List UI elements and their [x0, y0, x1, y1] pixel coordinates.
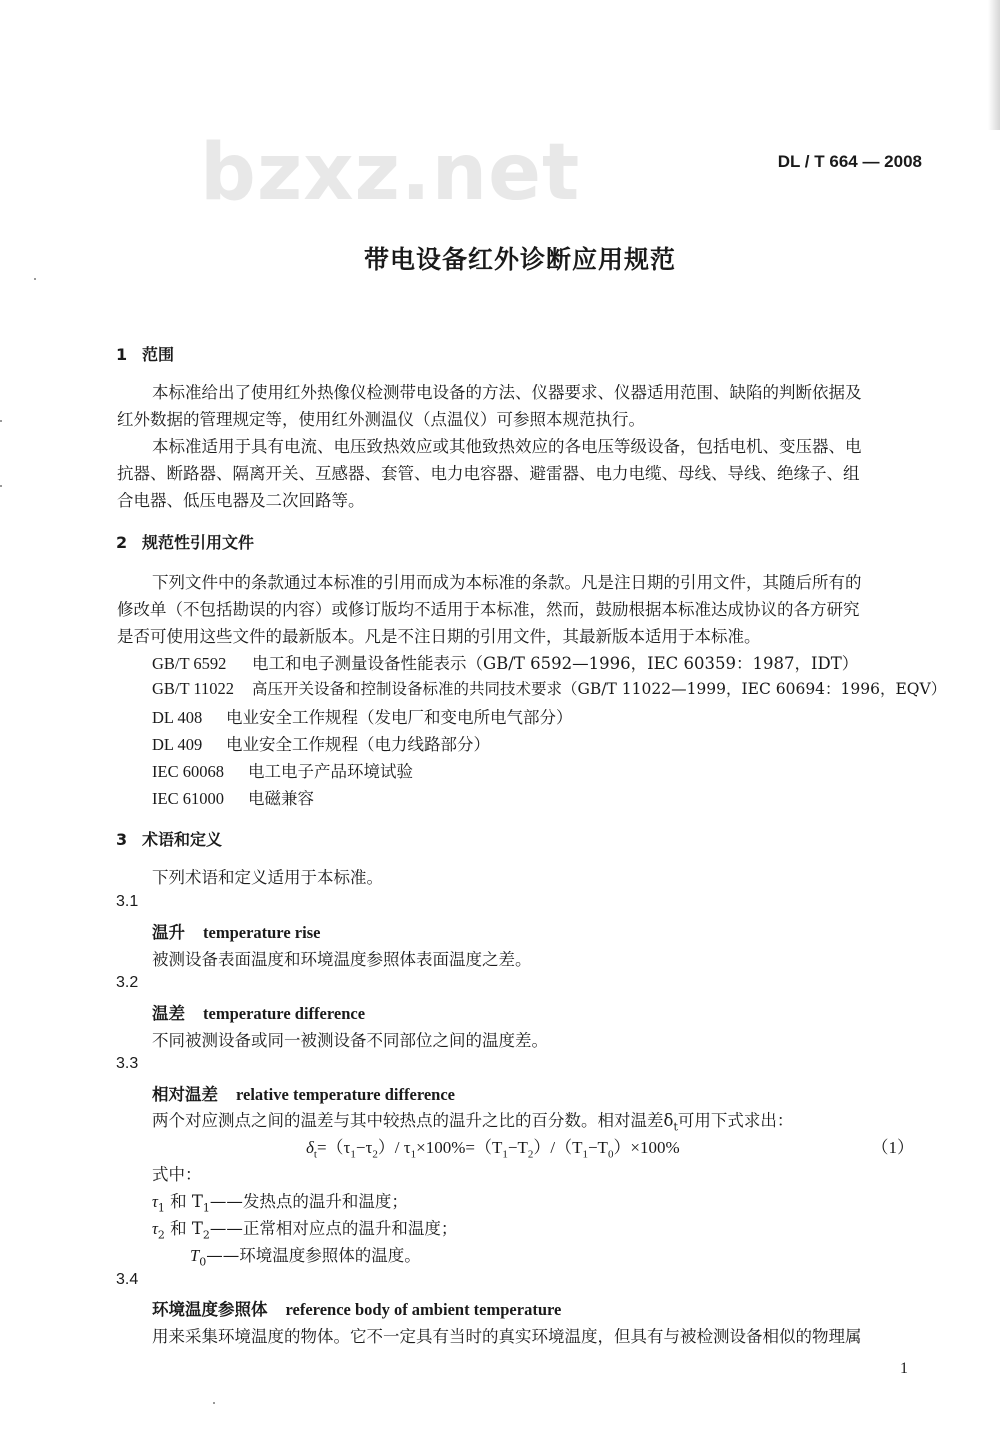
symbol-definition: $\tau_2$ 和 $T_2——$正常相对应点的温升和温度；: [152, 1219, 458, 1242]
symbol-definition: $\tau_1$ 和 $T_1——$发热点的温升和温度；: [152, 1192, 408, 1215]
term-chinese: 相对温差: [152, 1085, 218, 1104]
reference-code: GB/T 11022: [152, 679, 235, 698]
term-english: temperature rise: [203, 923, 321, 942]
paragraph-line: 修改单（不包括勘误的内容）或修订版均不适用于本标准，然而，鼓励根据本标准达成协议的各方研究: [117, 600, 860, 619]
paragraph-line: 合电器、低压电器及二次回路等。: [117, 491, 365, 510]
reference-title: 高压开关设备和控制设备标准的共同技术要求（GB/T 11022—1999，IEC 60694：1996，EQV）: [252, 680, 947, 698]
section-number: 2: [116, 533, 128, 552]
watermark: bzxz.net: [200, 128, 581, 218]
reference-code: GB/T 6592: [152, 654, 227, 673]
symbol-text: ——环境温度参照体的温度。: [206, 1246, 421, 1265]
section-title: 范围: [142, 345, 175, 364]
clause-number: 3.4: [116, 1271, 139, 1288]
subscript: t: [673, 1120, 678, 1134]
section-3-heading: [116, 827, 222, 850]
symbol-connector: 和 T: [170, 1192, 203, 1211]
term-english: reference body of ambient temperature: [285, 1300, 562, 1319]
clause-number: 3.1: [116, 893, 139, 910]
scan-mark: [34, 278, 36, 280]
term-english: temperature difference: [203, 1004, 366, 1023]
clause-number: 3.3: [116, 1055, 139, 1072]
term-heading: [152, 1296, 561, 1320]
where-label: 式中：: [152, 1165, 202, 1184]
term-chinese: 环境温度参照体: [152, 1300, 268, 1319]
formula-part: ）/ τ: [377, 1138, 411, 1157]
paragraph-line: 本标准给出了使用红外热像仪检测带电设备的方法、仪器要求、仪器适用范围、缺陷的判断依据及: [152, 383, 862, 402]
term-chinese: 温差: [152, 1004, 185, 1023]
paragraph-line: 是否可使用这些文件的最新版本。凡是不注日期的引用文件，其最新版本适用于本标准。: [117, 627, 761, 646]
reference-title: 电业安全工作规程（发电厂和变电所电气部分）: [226, 708, 573, 727]
definition-text: 两个对应测点之间的温差与其中较热点的温升之比的百分数。相对温差δ: [152, 1111, 674, 1130]
term-heading: [152, 1081, 455, 1105]
term-heading: [152, 919, 320, 943]
reference-code: DL 409: [152, 735, 203, 754]
term-definition: 用来采集环境温度的物体。它不一定具有当时的真实环境温度，但具有与被检测设备相似的物理属: [152, 1327, 862, 1346]
formula-part: ）×100%: [613, 1138, 680, 1157]
reference-item: [152, 731, 490, 755]
paragraph-line: 下列术语和定义适用于本标准。: [152, 868, 383, 887]
definition-text: 可用下式求出：: [677, 1111, 794, 1130]
formula-part: =（τ: [316, 1138, 351, 1157]
paragraph-line: 下列文件中的条款通过本标准的引用而成为本标准的条款。凡是注日期的引用文件，其随后所有的: [152, 573, 862, 592]
formula-part: −T: [587, 1138, 608, 1157]
symbol-definition: $T_0——$环境温度参照体的温度。: [190, 1246, 421, 1269]
formula-part: ×100%=（T: [416, 1138, 503, 1157]
symbol-connector: 和 T: [170, 1219, 203, 1238]
reference-item: [152, 677, 946, 699]
page-edge-shadow: [988, 0, 1000, 130]
reference-title: 电磁兼容: [248, 789, 314, 808]
reference-title: 电工和电子测量设备性能表示（GB/T 6592—1996，IEC 60359：1987，IDT）: [252, 654, 859, 673]
formula-part: −T: [507, 1138, 528, 1157]
term-definition: 不同被测设备或同一被测设备不同部位之间的温度差。: [152, 1031, 548, 1050]
symbol-text: ——发热点的温升和温度；: [209, 1192, 408, 1211]
reference-code: IEC 60068: [152, 762, 224, 781]
section-title: 规范性引用文件: [142, 533, 255, 552]
formula: $\delta_t=(\tau_1-\tau_2)/$ $\tau_1\times 100\%=(T_1-T_2)/(T_1-T_0)\times 100\%$: [306, 1138, 680, 1161]
section-number: 1: [116, 345, 128, 364]
reference-item: [152, 758, 413, 782]
reference-item: [152, 650, 858, 674]
reference-code: DL 408: [152, 708, 203, 727]
term-definition: [152, 1107, 793, 1133]
document-title: 带电设备红外诊断应用规范: [363, 245, 676, 274]
reference-item: [152, 785, 314, 809]
paragraph-line: 本标准适用于具有电流、电压致热效应或其他致热效应的各电压等级设备，包括电机、变压器、电: [152, 437, 862, 456]
paragraph-line: 抗器、断路器、隔离开关、互感器、套管、电力电容器、避雷器、电力电缆、母线、导线、绝缘子、组: [117, 464, 860, 483]
scan-mark: [0, 485, 2, 487]
term-chinese: 温升: [152, 923, 185, 942]
scan-mark: [213, 1402, 215, 1404]
formula-part: ）/（T: [533, 1138, 583, 1157]
reference-title: 电业安全工作规程（电力线路部分）: [226, 735, 490, 754]
clause-number: 3.2: [116, 974, 139, 991]
reference-code: IEC 61000: [152, 789, 224, 808]
page-number: 1: [900, 1360, 908, 1377]
section-1-heading: [116, 342, 174, 365]
section-number: 3: [116, 830, 128, 849]
reference-item: [152, 704, 573, 728]
section-title: 术语和定义: [142, 830, 223, 849]
reference-title: 电工电子产品环境试验: [248, 762, 413, 781]
term-heading: [152, 1000, 365, 1024]
formula-part: −τ: [355, 1138, 373, 1157]
term-english: relative temperature difference: [236, 1085, 455, 1104]
scan-mark: [0, 420, 2, 422]
paragraph-line: 红外数据的管理规定等，使用红外测温仪（点温仪）可参照本规范执行。: [117, 410, 645, 429]
symbol-text: ——正常相对应点的温升和温度；: [209, 1219, 458, 1238]
standard-number: DL / T 664 — 2008: [777, 152, 922, 171]
formula-number: （1）: [871, 1138, 914, 1157]
section-2-heading: [116, 530, 254, 553]
term-definition: 被测设备表面温度和环境温度参照体表面温度之差。: [152, 950, 532, 969]
